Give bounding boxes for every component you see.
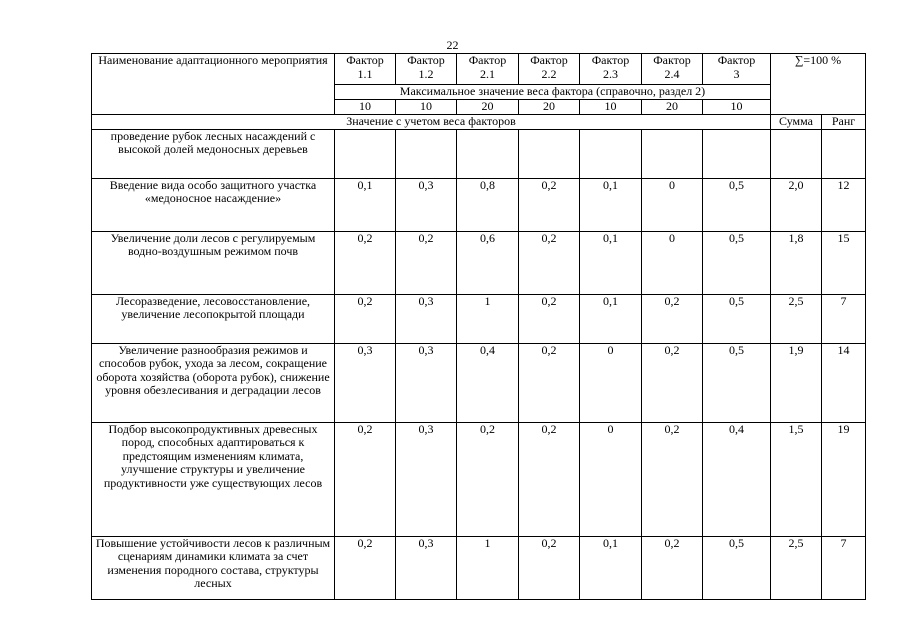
measure-name: Лесоразведение, лесовосстановление, увеличение лесопокрытой площади <box>92 294 335 343</box>
factor-value: 1 <box>457 294 519 343</box>
sum-value <box>771 129 822 178</box>
table-row <box>92 178 866 231</box>
factor-value: 0,3 <box>396 422 457 536</box>
factor-value: 0,2 <box>335 536 396 599</box>
factor-value: 1 <box>457 536 519 599</box>
factor-value: 0,5 <box>703 231 771 294</box>
factor-value: 0,3 <box>396 536 457 599</box>
factor-value: 0,2 <box>396 231 457 294</box>
measure-name: Введение вида особо защитного участка «медоносное насаждение» <box>92 178 335 231</box>
factor-header: Фактор 1.1 <box>335 54 396 85</box>
factor-value: 0,1 <box>580 178 642 231</box>
measure-name: Повышение устойчивости лесов к различным сценариям динамики климата за счет изменения породного состава, структуры лесных <box>92 536 335 599</box>
factor-value: 0,5 <box>703 536 771 599</box>
factor-value: 0,2 <box>335 294 396 343</box>
factor-value: 0,1 <box>580 231 642 294</box>
factor-value: 0,3 <box>335 343 396 422</box>
rank-value: 19 <box>822 422 866 536</box>
sum-value: 1,9 <box>771 343 822 422</box>
factor-value: 0,2 <box>642 422 703 536</box>
table-row <box>92 129 866 178</box>
sum-value: 2,5 <box>771 294 822 343</box>
adaptation-measures-table <box>91 53 866 600</box>
max-weight-value: 10 <box>580 99 642 114</box>
rank-header: Ранг <box>822 114 866 129</box>
factor-value: 0,1 <box>580 536 642 599</box>
factor-value <box>703 129 771 178</box>
measure-name: проведение рубок лесных насаждений с высокой долей медоносных деревьев <box>92 129 335 178</box>
sum-value: 2,0 <box>771 178 822 231</box>
page-number: 22 <box>446 38 459 52</box>
factor-value: 0,2 <box>519 178 580 231</box>
factor-value: 0,2 <box>519 294 580 343</box>
factor-header: Фактор 2.1 <box>457 54 519 85</box>
table-row <box>92 294 866 343</box>
rank-value: 7 <box>822 294 866 343</box>
factor-value: 0,1 <box>580 294 642 343</box>
rank-value: 12 <box>822 178 866 231</box>
rank-value <box>822 129 866 178</box>
factor-value <box>335 129 396 178</box>
max-weight-value: 20 <box>519 99 580 114</box>
factor-header: Фактор 2.4 <box>642 54 703 85</box>
factor-value: 0,2 <box>335 422 396 536</box>
measure-name: Увеличение доли лесов с регулируемым водно-воздушным режимом почв <box>92 231 335 294</box>
factor-value: 0,5 <box>703 343 771 422</box>
measure-name: Увеличение разнообразия режимов и способов рубок, ухода за лесом, сокращение оборота хозяйства (оборота рубок), снижение уровня обезлесивания и деградации лесов <box>92 343 335 422</box>
rank-value: 14 <box>822 343 866 422</box>
max-weight-header: Максимальное значение веса фактора (справочно, раздел 2) <box>335 85 771 100</box>
factor-value <box>642 129 703 178</box>
factor-value: 0,1 <box>335 178 396 231</box>
sum-value: 1,8 <box>771 231 822 294</box>
weighted-value-header: Значение с учетом веса факторов <box>92 114 771 129</box>
factor-header: Фактор 2.2 <box>519 54 580 85</box>
sum-value: 1,5 <box>771 422 822 536</box>
factor-header: Фактор 3 <box>703 54 771 85</box>
factor-value: 0,4 <box>457 343 519 422</box>
factor-value: 0,2 <box>519 343 580 422</box>
factor-value: 0,3 <box>396 294 457 343</box>
factor-header: Фактор 2.3 <box>580 54 642 85</box>
factor-value: 0 <box>580 343 642 422</box>
factor-value: 0,2 <box>519 231 580 294</box>
factor-value: 0,3 <box>396 178 457 231</box>
factor-value: 0,2 <box>457 422 519 536</box>
factor-value: 0,2 <box>335 231 396 294</box>
factor-value: 0,4 <box>703 422 771 536</box>
factor-value <box>457 129 519 178</box>
factor-value <box>580 129 642 178</box>
factor-value: 0 <box>580 422 642 536</box>
factor-value: 0,5 <box>703 178 771 231</box>
table-row <box>92 231 866 294</box>
factor-value: 0,2 <box>642 343 703 422</box>
factor-value: 0,8 <box>457 178 519 231</box>
max-weight-value: 20 <box>457 99 519 114</box>
max-weight-value: 10 <box>335 99 396 114</box>
table-row <box>92 422 866 536</box>
measure-name: Подбор высокопродуктивных древесных пород, способных адаптироваться к предстоящим изменениям климата, улучшение структуры и увеличение продуктивности уже существующих лесов <box>92 422 335 536</box>
table-row <box>92 536 866 599</box>
name-column-header: Наименование адаптационного мероприятия <box>92 54 335 115</box>
factor-value: 0,2 <box>642 294 703 343</box>
sum-total-header: ∑=100 % <box>771 54 866 115</box>
max-weight-value: 10 <box>396 99 457 114</box>
factor-value: 0,2 <box>519 422 580 536</box>
factor-value <box>396 129 457 178</box>
sum-value: 2,5 <box>771 536 822 599</box>
sum-header: Сумма <box>771 114 822 129</box>
factor-value: 0 <box>642 231 703 294</box>
factor-value: 0,2 <box>642 536 703 599</box>
factor-value: 0,2 <box>519 536 580 599</box>
max-weight-value: 20 <box>642 99 703 114</box>
rank-value: 15 <box>822 231 866 294</box>
max-weight-value: 10 <box>703 99 771 114</box>
factor-value: 0,3 <box>396 343 457 422</box>
table-row <box>92 343 866 422</box>
factor-header: Фактор 1.2 <box>396 54 457 85</box>
factor-value: 0,6 <box>457 231 519 294</box>
factor-value <box>519 129 580 178</box>
rank-value: 7 <box>822 536 866 599</box>
factor-value: 0,5 <box>703 294 771 343</box>
factor-value: 0 <box>642 178 703 231</box>
